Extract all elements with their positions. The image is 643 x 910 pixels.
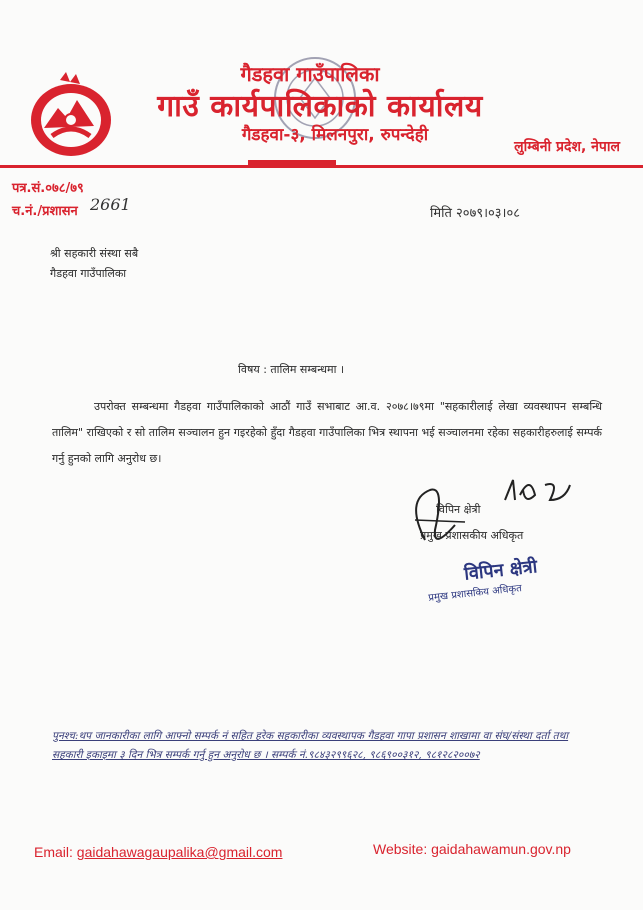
footer-website [373, 841, 571, 857]
stamp-title: प्रमुख प्रशासकिय अधिकृत [427, 583, 523, 604]
dispatch-number: 2661 [90, 195, 131, 214]
letter-number: पत्र.सं.०७८/७९ [12, 181, 84, 196]
nepal-emblem-logo [22, 70, 120, 162]
letter-date: मिति २०७९।०३।०८ [430, 206, 520, 221]
email-link[interactable]: gaidahawagaupalika@gmail.com [76, 844, 283, 860]
website-label: Website: [373, 841, 428, 857]
signatory-title: प्रमुख प्रशासकीय अधिकृत [420, 529, 524, 542]
letter-subject: विषय : तालिम सम्बन्धमा । [238, 363, 345, 376]
stamp-name: विपिन क्षेत्री [463, 556, 539, 585]
province-name: लुम्बिनी प्रदेश, नेपाल [514, 139, 620, 155]
office-address: गैडहवा-३, मिलनपुरा, रुपन्देही [241, 125, 429, 145]
website-link[interactable]: gaidahawamun.gov.np [431, 841, 571, 857]
header-rule [0, 165, 643, 168]
recipient-line-1: श्री सहकारी संस्था सबै [50, 247, 139, 260]
dispatch-label: च.नं./प्रशासन [12, 204, 78, 219]
postscript-note: पुनश्च:थप जानकारीका लागि आफ्नो सम्पर्क नं सहित हरेक सहकारीका व्यवस्थापक गैडहवा गापा प्रशासन शाखामा वा संघ/संस्था दर्ता तथा सहकारी इकाइमा ३ दिन भित्र सम्पर्क गर्नु हुन अनुरोध छ । सम्पर्क नं.९८४३२९९६२८, ९८६९००३१२, ९८१२८२००७२ [52, 730, 569, 761]
recipient-line-2: गैडहवा गाउँपालिका [50, 267, 127, 280]
office-name: गाउँ कार्यपालिकाको कार्यालय [157, 89, 483, 124]
letter-body: उपरोक्त सम्बन्धमा गैडहवा गाउँपालिकाको आठौं गाउँ सभाबाट आ.व. २०७८।७९मा "सहकारीलाई लेखा व्यवस्थापन सम्बन्धि तालिम" राखिएको र सो तालिम सञ्चालन हुन गइरहेको हुँदा गैडहवा गाउँपालिका भित्र स्थापना भई सञ्चालनमा रहेका सहकारीहरुलाई सम्पर्क गर्नु हुनको लागि अनुरोध छ। [52, 400, 602, 465]
footer-email [34, 844, 282, 860]
municipality-name: गैडहवा गाउँपालिका [240, 62, 380, 86]
email-label: Email: [34, 844, 73, 860]
handwritten-signature [395, 470, 595, 570]
signatory-name: विपिन क्षेत्री [436, 503, 481, 516]
